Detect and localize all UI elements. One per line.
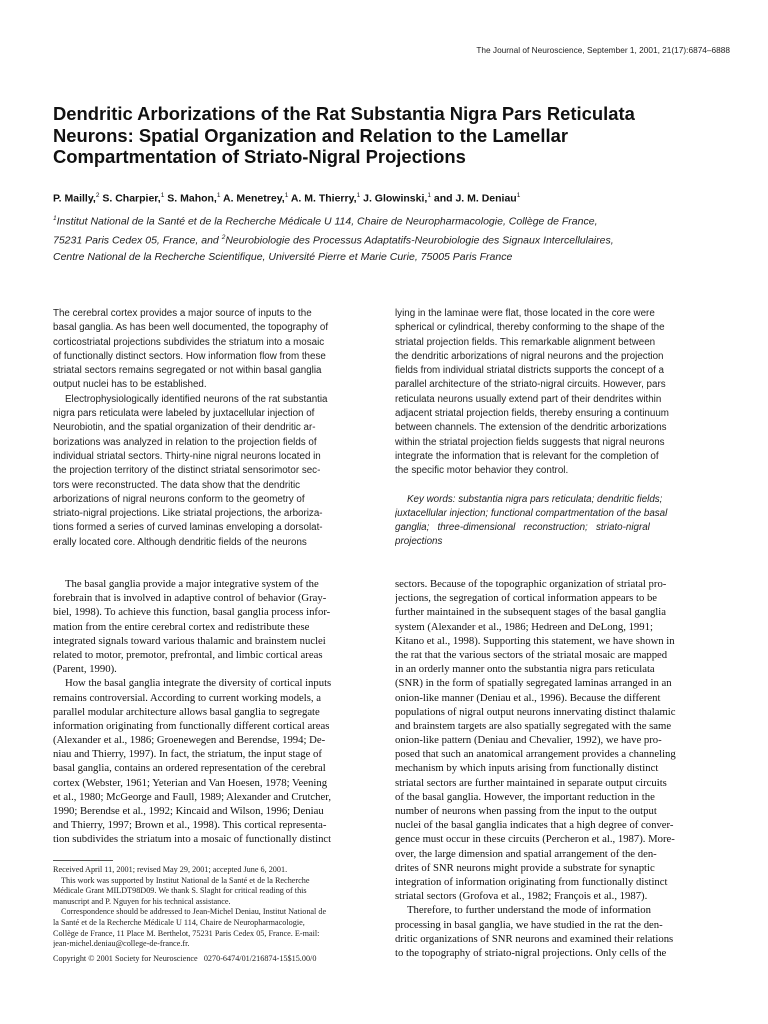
abstract-line: basal ganglia. As has been well documented, the topography of (53, 322, 329, 334)
keywords-label: Key words: (407, 493, 456, 505)
footnote-email[interactable]: jean-michel.deniau@college-de-france.fr. (53, 939, 190, 949)
body-line: basal ganglia, contains an ordered representation of the cerebral (53, 762, 326, 775)
body-line: to the topography of striato-nigral projections. Only cells of the (395, 946, 667, 959)
affiliation-mark: 1 (53, 215, 57, 222)
article-title (53, 103, 743, 168)
abstract-line: The cerebral cortex provides a major source of inputs to the (53, 308, 312, 319)
abstract-line: tions formed a series of curved laminas enveloping a dorsolat- (53, 522, 323, 534)
author-name: S. Mahon, (167, 192, 217, 205)
affiliation-text: 75231 Paris Cedex 05, France, and (53, 234, 222, 247)
body-line: drites of SNR neurons might provide a substrate for synaptic (395, 861, 655, 874)
author-affiliation-mark: 1 (427, 192, 431, 199)
body-line: nuclei of the basal ganglia indicates that a high degree of conver- (395, 819, 674, 832)
body-line: forebrain that is involved in adaptive control of behavior (Gray- (53, 592, 327, 605)
body-line: niau and Thierry, 1997). In fact, the striatum, the input stage of (53, 748, 322, 761)
body-line: and Thierry, 1997; Brown et al., 1998). This cortical representa- (53, 819, 327, 832)
abstract-line: the specific motor behavior they control. (395, 465, 569, 477)
abstract-line: reticulata neurons usually extend part of their dendrites within (395, 393, 662, 405)
body-line: (Alexander et al., 1986; Groenewegen and Berendse, 1994; De- (53, 734, 326, 747)
abstract-line: arborizations of nigral neurons conform to the geometry of (53, 493, 305, 505)
footnote-line: This work was supported by Institut National de la Santé et de la Recherche (61, 875, 310, 885)
body-line: further maintained in the subsequent stages of the basal ganglia (395, 606, 666, 619)
body-line: processing in basal ganglia, we have studied in the rat the den- (395, 918, 663, 931)
affiliation-text: Neurobiologie des Processus Adaptatifs-Neurobiologie des Signaux Intercellulaires, (225, 234, 614, 247)
abstract-right-column (395, 307, 715, 550)
body-line: The basal ganglia provide a major integrative system of the (65, 578, 319, 590)
author-affiliation-mark: 1 (160, 192, 165, 199)
body-line: posed that such an anatomical arrangement provides a channeling (395, 748, 676, 761)
abstract-line: the projection territory of the distinct striatal sensorimotor sec- (53, 465, 321, 477)
keywords-line: juxtacellular injection; functional compartmentation of the basal (395, 507, 668, 519)
body-line: the rat that the various sectors of the striatal mosaic are mapped (395, 648, 668, 661)
affiliation-line (53, 230, 753, 249)
abstract-line: corticostriatal projections subdivides the striatum into a mosaic (53, 336, 325, 348)
keywords-text: substantia nigra pars reticulata; dendritic fields; (455, 493, 663, 505)
body-line: biel, 1998). To achieve this function, basal ganglia process infor- (53, 606, 331, 619)
body-line: dritic organizations of SNR neurons and examined their relations (395, 932, 674, 945)
author-affiliation-mark: 2 (95, 192, 100, 199)
body-line: in an orderly manner onto the substantia nigra pars reticulata (395, 663, 655, 676)
keywords-line: ganglia; three-dimensional reconstruction; striato-nigral (395, 522, 650, 534)
author-name: A. Menetrey, (223, 192, 285, 205)
abstract-line: Electrophysiologically identified neurons of the rat substantia (65, 393, 328, 405)
abstract-line: parallel architecture of the striato-nigral circuits. However, pars (395, 379, 666, 391)
abstract-line: erally located core. Although dendritic fields of the neurons (53, 536, 307, 548)
abstract-line: fields from individual striatal districts supports the concept of a (395, 365, 664, 377)
abstract-line: tors were reconstructed. The data show that the dendritic (53, 479, 301, 491)
body-line: jections, the segregation of cortical information appears to be (395, 592, 658, 605)
footnote-line: Collège de France, 11 Place M. Berthelot, 75231 Paris Cedex 05, France. E-mail: (53, 928, 320, 938)
body-line: striatal sectors are further maintained in separate output circuits (395, 776, 667, 789)
body-right-column (395, 577, 715, 960)
abstract-line: lying in the laminae were flat, those located in the core were (395, 308, 655, 319)
body-line: of the basal ganglia. However, the important reduction in the (395, 790, 655, 803)
body-line: over, the large dimension and spatial arrangement of the den- (395, 847, 657, 860)
abstract-line: spherical or cylindrical, thereby conforming to the shape of the (395, 322, 665, 334)
footnote-copyright: Copyright © 2001 Society for Neuroscience 0270-6474/01/216874-15$15.00/0 (53, 953, 317, 963)
body-line: number of neurons when passing from the input to the output (395, 805, 657, 817)
body-left-column (53, 577, 371, 847)
body-line: 1990; Berendse et al., 1992; Kincaid and Wilson, 1996; Deniau (53, 805, 324, 817)
body-line: mation from the entire cerebral cortex and redistribute these (53, 620, 310, 633)
abstract-line: striato-nigral projections. Like striatal projections, the arboriza- (53, 508, 323, 520)
author-name: S. Charpier, (102, 192, 161, 205)
author-name: P. Mailly, (53, 192, 96, 205)
body-line: onion-like manner (Deniau et al., 1996). Because the different (395, 691, 661, 704)
body-line: et al., 1980; McGeorge and Faull, 1989; Alexander and Crutcher, (53, 790, 332, 803)
abstract-line: output nuclei has to be established. (53, 379, 207, 391)
body-line: related to motor, premotor, prefrontal, and limbic cortical areas (53, 648, 323, 661)
body-line: (SNR) in the form of spatially segregated laminas arranged in an (395, 677, 672, 690)
abstract-left-column (53, 307, 371, 550)
keywords-line: projections (395, 536, 443, 548)
body-line: onion-like pattern (Deniau and Chevalier, 1992), we have pro- (395, 734, 662, 747)
body-line: gence must occur in these circuits (Percheron et al., 1987). More- (395, 833, 675, 846)
author-affiliation-mark: 1 (284, 192, 289, 199)
footnotes (53, 865, 373, 964)
abstract-line: striatal projection fields. This remarkable alignment between (395, 336, 656, 348)
body-line: mechanism by which inputs arising from functionally distinct (395, 762, 659, 775)
abstract-line: Neurobiotin, and the spatial organization of their dendritic ar- (53, 422, 316, 434)
affiliation-mark: 2 (221, 234, 226, 241)
body-line: cortex (Webster, 1961; Yeterian and Van Hoesen, 1978; Veening (53, 776, 328, 789)
affiliation-line (53, 211, 753, 230)
abstract-line: borizations was analyzed in relation to the projection fields of (53, 436, 317, 448)
author-name: J. Glowinski, (363, 192, 428, 205)
body-line: tion subdivides the striatum into a mosaic of functionally distinct (53, 833, 332, 846)
body-line: integration of information originating from functionally distinct (395, 875, 668, 888)
affiliation-text: Institut National de la Santé et de la Recherche Médicale U 114, Chaire de Neuropharmacologie, Collège de France, (56, 215, 598, 228)
abstract-line: the dendritic arborizations of nigral neurons and the projection (395, 350, 664, 362)
body-line: integrated signals toward various thalamic and brainstem nuclei (53, 634, 326, 647)
body-line: (Parent, 1990). (53, 663, 117, 676)
author-affiliation-mark: 1 (356, 192, 361, 199)
abstract-line: nigra pars reticulata were labeled by juxtacellular injection of (53, 408, 315, 420)
footnote-line: Correspondence should be addressed to Jean-Michel Deniau, Institut National de (61, 907, 327, 917)
author-name: A. M. Thierry, (290, 192, 357, 205)
footnote-line: la Santé et de la Recherche Médicale U 114, Chaire de Neuropharmacologie, (53, 917, 305, 927)
footnote-line: Médicale Grant MILDT98D09. We thank S. Slaght for critical reading of this (53, 886, 307, 896)
footnote-divider (53, 860, 113, 861)
keywords (395, 493, 715, 550)
body-line: sectors. Because of the topographic organization of striatal pro- (395, 578, 667, 590)
body-line: populations of nigral output neurons innervating distinct thalamic (395, 705, 676, 718)
footnote-line: manuscript and P. Nguyen for his technical assistance. (53, 896, 231, 906)
abstract-line: integrate the information that is relevant for the completion of (395, 450, 659, 462)
body-line: striatal sectors (Grofova et al., 1982; François et al., 1987). (395, 890, 648, 903)
author-affiliation-mark: 1 (216, 192, 221, 199)
body-line: Therefore, to further understand the mode of information (407, 904, 651, 917)
abstract-line: individual striatal sectors. Thirty-nine nigral neurons located in (53, 450, 321, 462)
body-line: information originating from functionally different cortical areas (53, 719, 330, 732)
body-line: system (Alexander et al., 1986; Hedreen and DeLong, 1991; (395, 620, 653, 633)
journal-header: The Journal of Neuroscience, September 1, 2001, 21(17):6874–6888 (476, 45, 730, 55)
title-line: Dendritic Arborizations of the Rat Substantia Nigra Pars Reticulata (53, 103, 635, 124)
affiliations (53, 211, 753, 266)
body-line: How the basal ganglia integrate the diversity of cortical inputs (65, 677, 332, 690)
abstract-line: between channels. The extension of the dendritic arborizations (395, 422, 667, 434)
title-line: Compartmentation of Striato-Nigral Projections (53, 146, 466, 167)
body-line: parallel modular architecture allows basal ganglia to segregate (53, 705, 320, 718)
affiliation-line: Centre National de la Recherche Scientifique, Université Pierre et Marie Curie, 75005 Paris France (53, 251, 513, 263)
abstract-line: adjacent striatal projection fields, thereby ensuring a continuum (395, 408, 669, 420)
abstract-line: striatal sectors remains segregated or not within basal ganglia (53, 365, 322, 377)
body-line: Kitano et al., 1998). Supporting this statement, we have shown in (395, 634, 675, 647)
abstract-line: of functionally distinct sectors. How information flow from these (53, 350, 326, 362)
footnote-received: Received April 11, 2001; revised May 29, 2001; accepted June 6, 2001. (53, 865, 288, 874)
keywords-line (395, 493, 715, 507)
author-list (53, 192, 743, 205)
author-affiliation-mark: 1 (516, 192, 521, 199)
author-name: and J. M. Deniau (433, 192, 517, 205)
abstract-line: within the striatal projection fields suggests that nigral neurons (395, 436, 665, 448)
body-line: and brainstem targets are also spatially segregated with the same (395, 719, 672, 732)
title-line: Neurons: Spatial Organization and Relation to the Lamellar (53, 124, 569, 146)
body-line: remains controversial. According to current working models, a (53, 691, 322, 704)
